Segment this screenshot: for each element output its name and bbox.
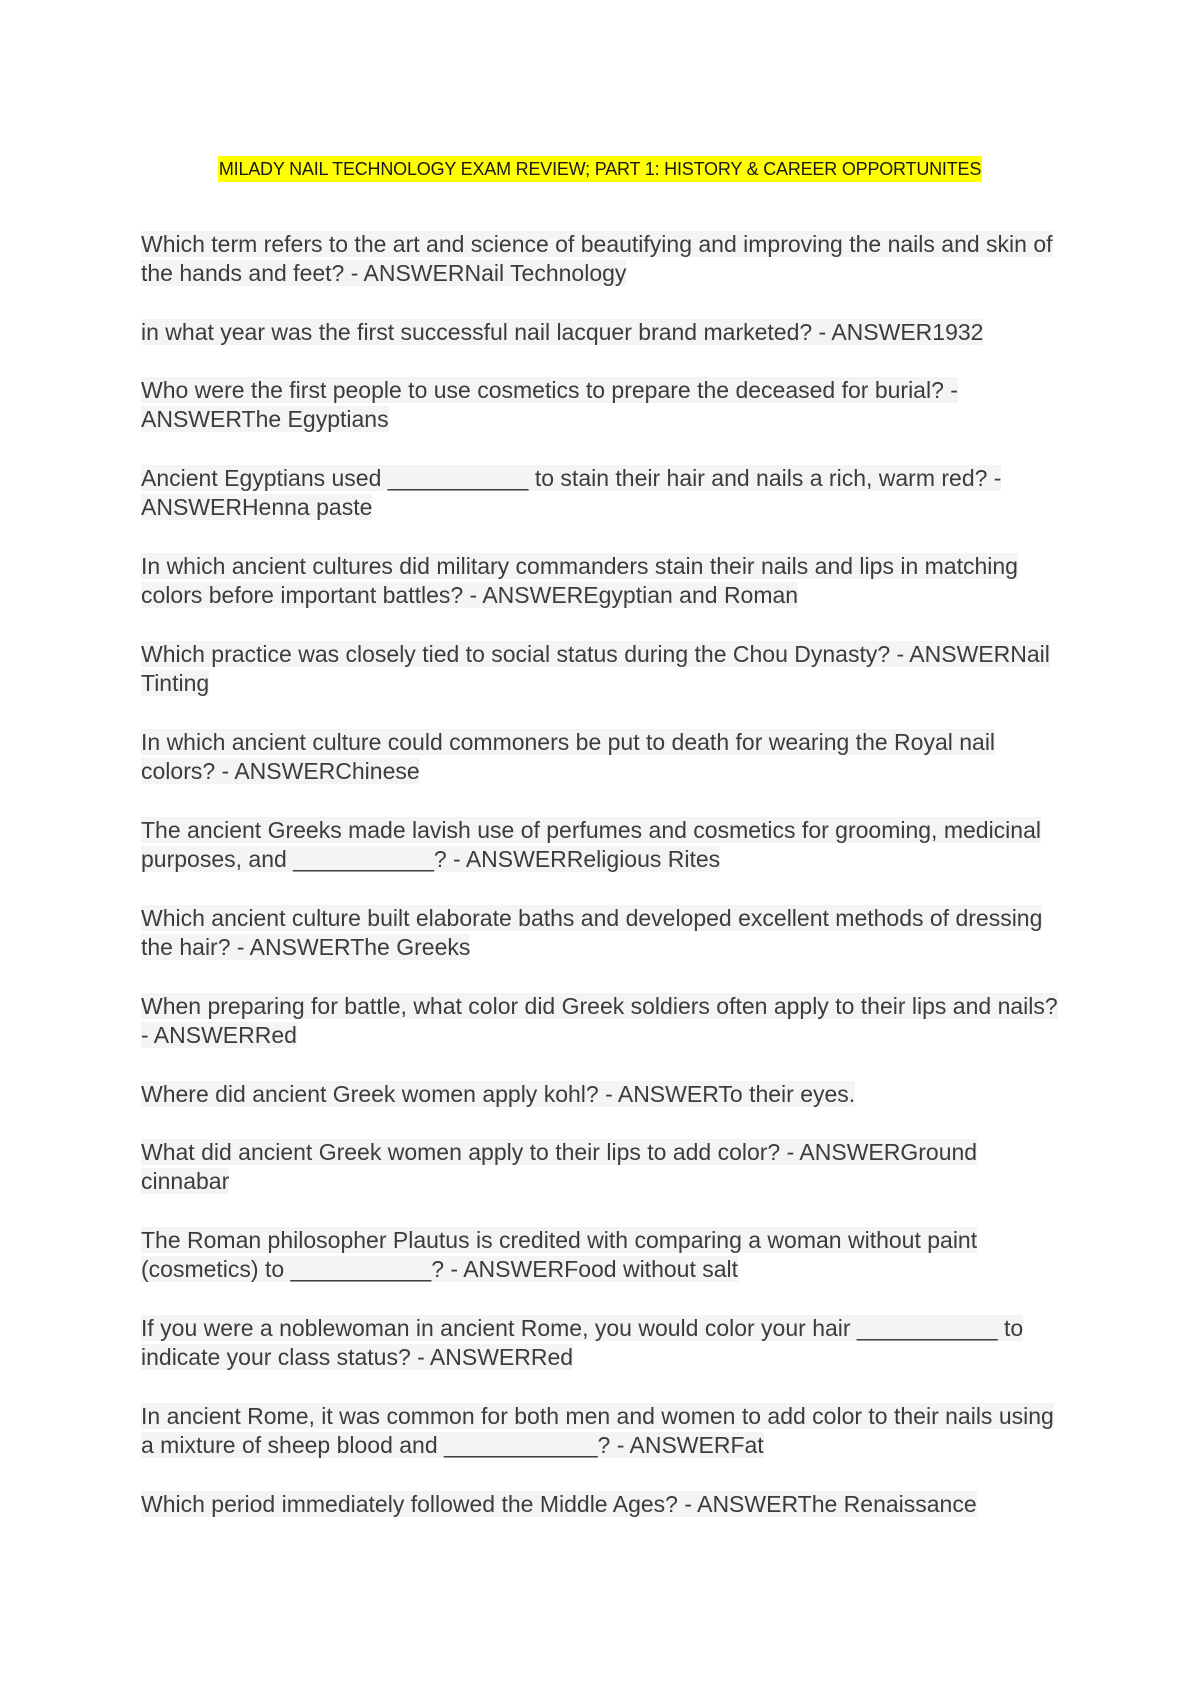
qa-text: If you were a noblewoman in ancient Rome, you would color your hair ___________ to indicate your class status? - ANSWERRed <box>141 1315 1024 1370</box>
qa-text: The ancient Greeks made lavish use of perfumes and cosmetics for grooming, medicinal purposes, and ___________? - ANSWERReligious Rites <box>141 817 1041 872</box>
qa-item-12 <box>141 1138 1071 1196</box>
qa-item-5 <box>141 552 1071 610</box>
qa-text: The Roman philosopher Plautus is credited with comparing a woman without paint (cosmetics) to ___________? - ANSWERFood without salt <box>141 1227 978 1282</box>
qa-text: When preparing for battle, what color did Greek soldiers often apply to their lips and nails? - ANSWERRed <box>141 993 1058 1048</box>
qa-item-1 <box>141 230 1071 288</box>
qa-text: Which practice was closely tied to social status during the Chou Dynasty? - ANSWERNail Tinting <box>141 641 1050 696</box>
qa-item-15 <box>141 1402 1071 1460</box>
qa-text: Who were the first people to use cosmetics to prepare the deceased for burial? - ANSWERThe Egyptians <box>141 377 958 432</box>
qa-text: Ancient Egyptians used ___________ to stain their hair and nails a rich, warm red? - ANSWERHenna paste <box>141 465 1002 520</box>
qa-text: Where did ancient Greek women apply kohl? - ANSWERTo their eyes. <box>141 1081 856 1107</box>
qa-item-8 <box>141 816 1071 874</box>
qa-text: Which ancient culture built elaborate baths and developed excellent methods of dressing the hair? - ANSWERThe Greeks <box>141 905 1043 960</box>
document-title: MILADY NAIL TECHNOLOGY EXAM REVIEW; PART 1: HISTORY & CAREER OPPORTUNITES <box>218 156 982 182</box>
qa-item-6 <box>141 640 1071 698</box>
qa-item-9 <box>141 904 1071 962</box>
qa-item-11 <box>141 1080 1071 1109</box>
qa-text: In which ancient culture could commoners be put to death for wearing the Royal nail colors? - ANSWERChinese <box>141 729 996 784</box>
qa-item-13 <box>141 1226 1071 1284</box>
qa-item-4 <box>141 464 1071 522</box>
qa-text: Which term refers to the art and science of beautifying and improving the nails and skin of the hands and feet? - ANSWERNail Technology <box>141 231 1053 286</box>
title-container <box>0 156 1200 182</box>
qa-text: in what year was the first successful nail lacquer brand marketed? - ANSWER1932 <box>141 319 984 345</box>
qa-item-7 <box>141 728 1071 786</box>
qa-item-16 <box>141 1490 1071 1519</box>
question-answer-list <box>141 230 1071 1548</box>
qa-text: What did ancient Greek women apply to their lips to add color? - ANSWERGround cinnabar <box>141 1139 978 1194</box>
qa-item-2 <box>141 318 1071 347</box>
qa-item-10 <box>141 992 1071 1050</box>
qa-item-14 <box>141 1314 1071 1372</box>
qa-item-3 <box>141 376 1071 434</box>
qa-text: In ancient Rome, it was common for both men and women to add color to their nails using a mixture of sheep blood and ____________? - ANSWERFat <box>141 1403 1054 1458</box>
qa-text: In which ancient cultures did military commanders stain their nails and lips in matching colors before important battles? - ANSWEREgyptian and Roman <box>141 553 1018 608</box>
qa-text: Which period immediately followed the Middle Ages? - ANSWERThe Renaissance <box>141 1491 977 1517</box>
